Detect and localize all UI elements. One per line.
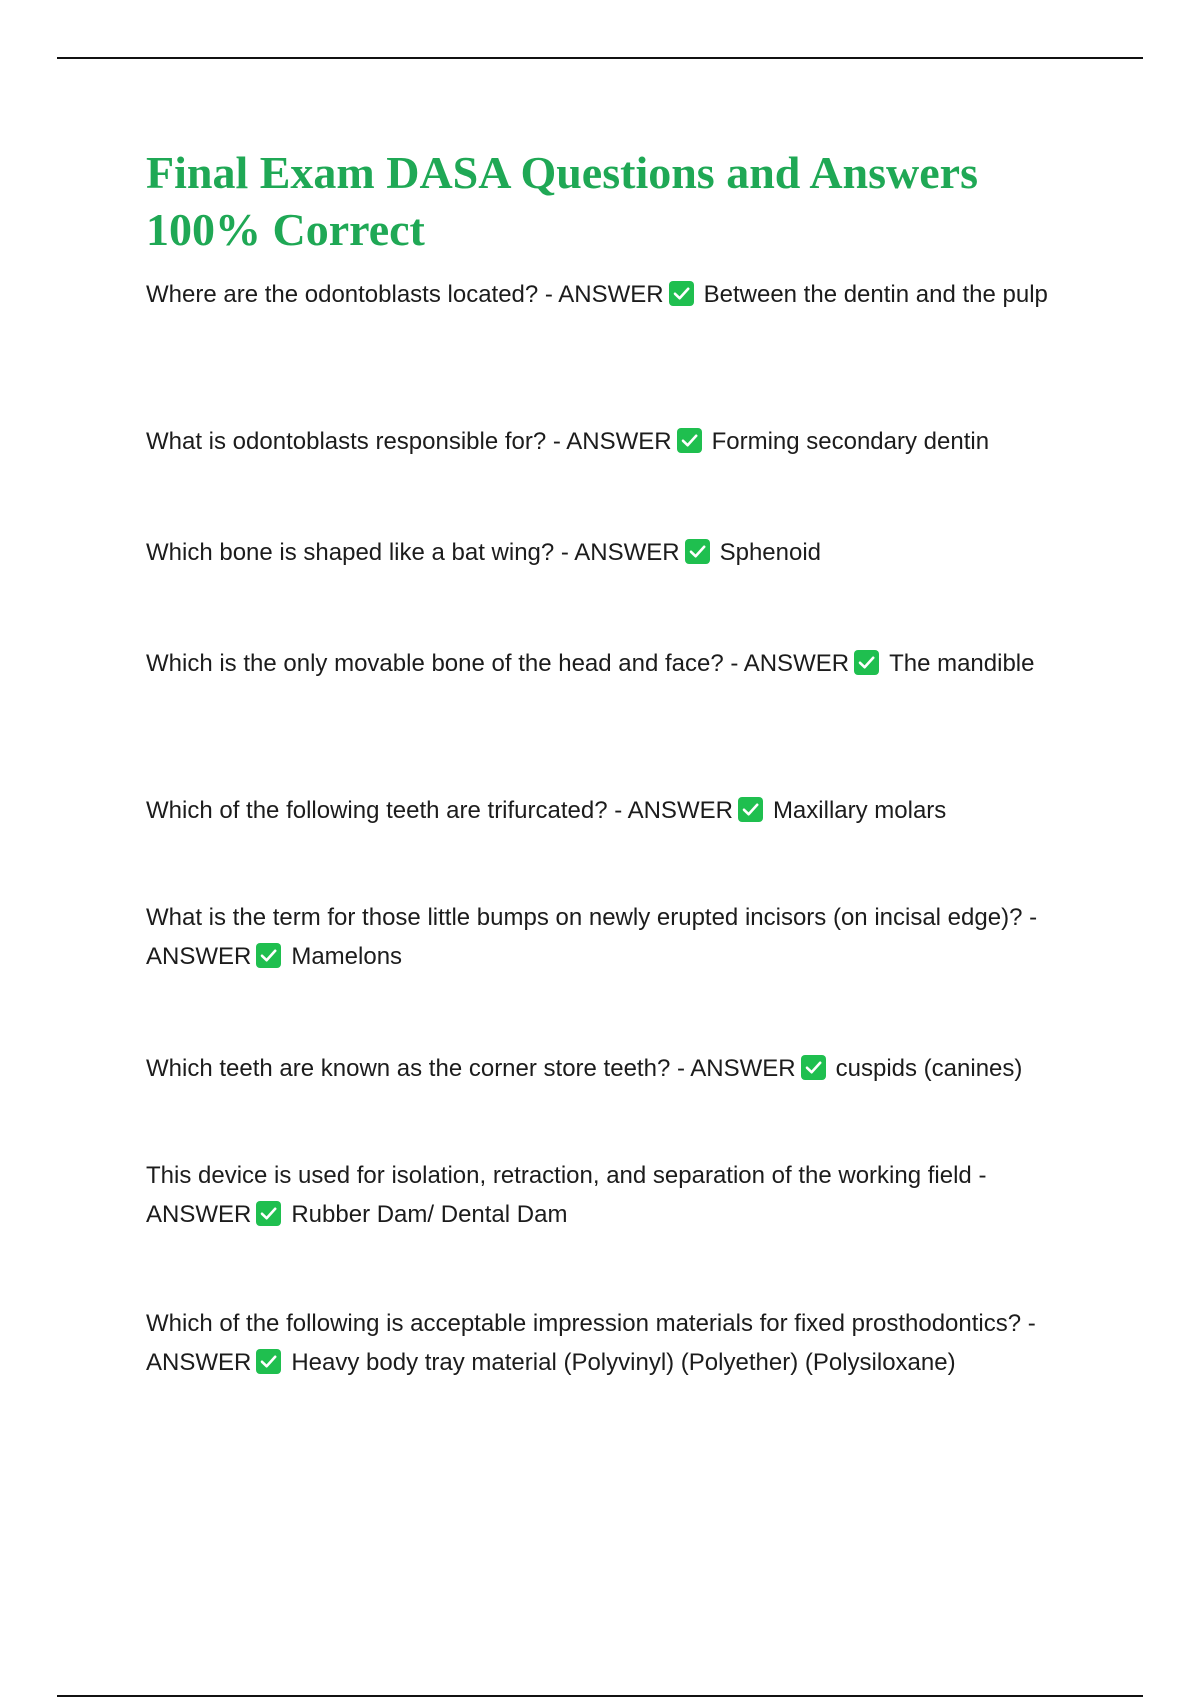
check-mark-icon [677,428,702,453]
qa-item-8 [146,1156,1086,1234]
check-mark-icon [256,1201,281,1226]
question-text: Which of the following teeth are trifurcated? - [146,797,628,824]
answer-label: ANSWER [574,539,680,566]
answer-label: ANSWER [146,1349,252,1376]
check-mark-icon [685,539,710,564]
answer-text: Mamelons [291,943,403,970]
question-text: Which teeth are known as the corner store teeth? - [146,1055,691,1082]
document-title [146,144,1106,258]
check-mark-icon [256,943,281,968]
answer-label: ANSWER [558,281,664,308]
answer-label: ANSWER [566,428,672,455]
question-text: Which of the following is acceptable impression materials for fixed prosthodontics? - [146,1310,1036,1337]
qa-item-5 [146,791,1086,830]
bottom-divider [57,1695,1143,1697]
question-text: What is odontoblasts responsible for? - [146,428,567,455]
answer-text: Maxillary molars [772,797,947,824]
answer-text: Rubber Dam/ Dental Dam [291,1201,568,1228]
answer-text: The mandible [889,650,1035,677]
check-mark-icon [669,281,694,306]
check-mark-icon [256,1349,281,1374]
qa-item-9 [146,1304,1086,1382]
answer-text: cuspids (canines) [835,1055,1023,1082]
answer-label: ANSWER [146,943,252,970]
answer-text: Forming secondary dentin [711,428,990,455]
question-text: This device is used for isolation, retraction, and separation of the working field - [146,1162,987,1189]
question-text: What is the term for those little bumps on newly erupted incisors (on incisal edge)? - [146,904,1038,931]
question-text: Which is the only movable bone of the head and face? - [146,650,744,677]
title-line-2: 100% Correct [146,204,425,255]
title-line-1: Final Exam DASA Questions and Answers [146,147,978,198]
qa-item-2 [146,422,1086,461]
check-mark-icon [854,650,879,675]
qa-item-1 [146,275,1086,314]
qa-item-3 [146,533,1086,572]
answer-text: Between the dentin and the pulp [703,281,1048,308]
answer-label: ANSWER [690,1055,796,1082]
question-text: Which bone is shaped like a bat wing? - [146,539,575,566]
check-mark-icon [738,797,763,822]
check-mark-icon [801,1055,826,1080]
qa-item-6 [146,898,1086,976]
answer-label: ANSWER [743,650,850,677]
answer-text: Heavy body tray material (Polyvinyl) (Polyether) (Polysiloxane) [291,1349,956,1376]
answer-label: ANSWER [146,1201,252,1228]
answer-label: ANSWER [627,797,733,824]
qa-item-4 [146,644,1086,683]
qa-item-7 [146,1049,1086,1088]
answer-text: Sphenoid [719,539,822,566]
question-text: Where are the odontoblasts located? - [146,281,559,308]
top-divider [57,57,1143,59]
